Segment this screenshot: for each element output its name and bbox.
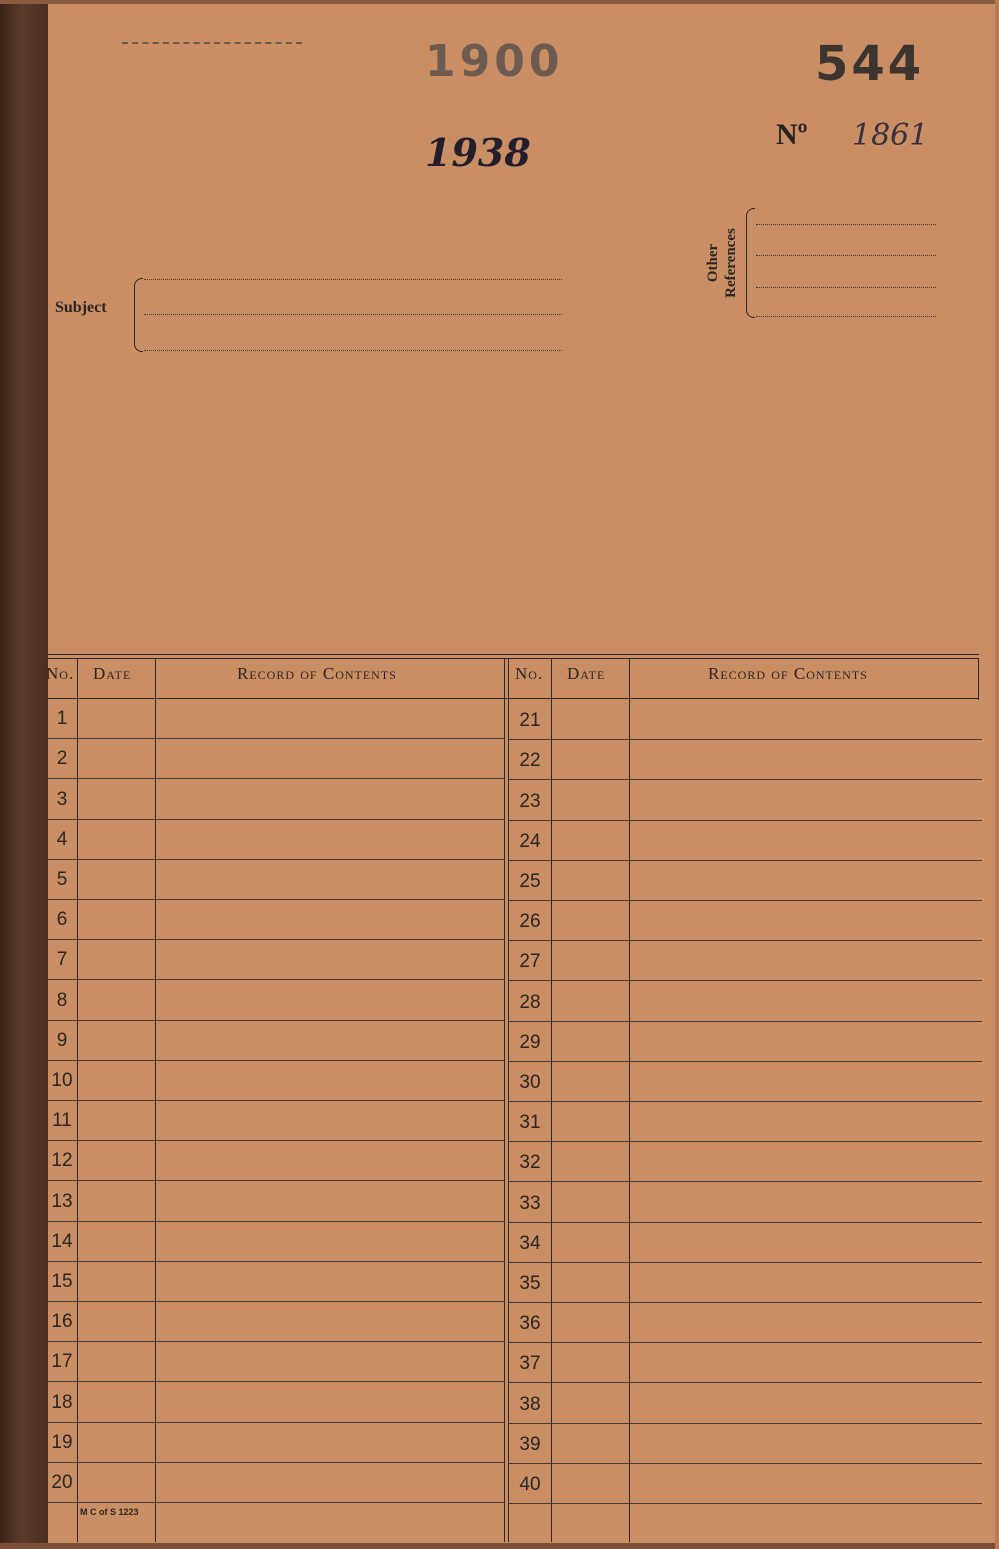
right-row-rule [508, 820, 982, 821]
stamped-file-number: 544 [815, 36, 925, 92]
right-row-number: 22 [519, 750, 541, 772]
left-row-rule [48, 979, 504, 980]
right-row-number: 29 [519, 1031, 541, 1053]
right-row-number: 32 [519, 1152, 541, 1174]
left-row-rule [48, 1341, 504, 1342]
left-row-number: 17 [51, 1351, 73, 1373]
table-right-border [978, 658, 979, 700]
right-record-header: Record of Contents [708, 664, 868, 683]
left-row-number: 5 [56, 869, 68, 890]
left-row-number: 3 [56, 788, 68, 810]
right-row-rule [508, 1061, 982, 1062]
right-row-number: 33 [519, 1192, 541, 1214]
col-divider-center-2 [508, 658, 509, 1542]
right-row-number: 28 [519, 991, 541, 1013]
right-row-rule [508, 779, 982, 780]
right-row-rule [508, 1382, 982, 1383]
left-row-number: 9 [56, 1029, 68, 1051]
left-row-rule [48, 1100, 504, 1101]
left-row-rule [48, 1180, 504, 1181]
left-row-rule [48, 1140, 504, 1141]
right-row-rule [508, 1021, 982, 1022]
right-row-number: 40 [519, 1474, 541, 1495]
left-row-number: 6 [56, 909, 68, 931]
right-row-rule [508, 900, 982, 901]
left-row-number: 11 [52, 1110, 72, 1132]
left-row-rule [48, 1221, 504, 1222]
folder-right-edge [995, 0, 999, 1549]
left-row-number: 13 [51, 1190, 73, 1212]
left-row-number: 4 [56, 828, 68, 850]
right-row-number: 24 [519, 830, 541, 852]
right-row-number: 30 [519, 1072, 541, 1093]
left-row-number: 10 [51, 1070, 73, 1091]
left-row-number: 1 [56, 708, 68, 730]
left-row-rule [48, 859, 504, 860]
right-row-number: 27 [519, 951, 541, 973]
right-row-rule [508, 1342, 982, 1343]
other-ref-line-4[interactable] [756, 316, 936, 317]
top-dash-line [122, 42, 302, 44]
left-row-rule [48, 899, 504, 900]
col-divider-right-date [629, 658, 630, 1542]
other-ref-line-3[interactable] [756, 287, 936, 288]
right-row-rule [508, 940, 982, 941]
right-row-rule [508, 1423, 982, 1424]
right-row-number: 34 [519, 1232, 541, 1254]
folder-bottom-edge [0, 1543, 999, 1549]
right-row-rule [508, 739, 982, 740]
left-row-number: 12 [51, 1150, 73, 1172]
left-row-rule [48, 1261, 504, 1262]
right-row-rule [508, 1141, 982, 1142]
other-references-bracket [746, 208, 755, 318]
handwritten-year: 1938 [425, 130, 531, 175]
subject-line-2[interactable] [144, 314, 562, 315]
col-divider-center-1 [504, 658, 505, 1542]
left-row-number: 19 [51, 1431, 73, 1453]
left-row-rule [48, 1060, 504, 1061]
stamped-year: 1900 [425, 36, 564, 87]
left-row-number: 2 [56, 748, 68, 770]
left-row-number: 15 [51, 1271, 73, 1292]
left-row-rule [48, 1422, 504, 1423]
left-row-number: 8 [56, 989, 68, 1011]
right-row-rule [508, 1302, 982, 1303]
right-row-number: 37 [519, 1353, 541, 1375]
subject-line-1[interactable] [144, 279, 562, 280]
right-row-rule [508, 980, 982, 981]
right-row-rule [508, 860, 982, 861]
subject-line-3[interactable] [144, 350, 562, 351]
right-row-rule [508, 1262, 982, 1263]
left-row-rule [48, 819, 504, 820]
left-row-rule [48, 1502, 504, 1503]
left-no-header: No. [46, 664, 75, 683]
other-references-label: Other References [705, 228, 739, 298]
left-row-number: 7 [56, 949, 68, 971]
left-row-number: 16 [51, 1311, 73, 1333]
right-row-rule [508, 1222, 982, 1223]
form-code: M C of S 1223 [80, 1507, 139, 1517]
left-row-number: 18 [51, 1391, 73, 1413]
left-row-rule [48, 738, 504, 739]
right-row-rule [508, 1101, 982, 1102]
right-date-header: Date [567, 664, 606, 683]
left-row-rule [48, 1020, 504, 1021]
right-row-number: 25 [519, 871, 541, 892]
right-row-number: 36 [519, 1313, 541, 1335]
left-row-rule [48, 778, 504, 779]
table-header-rule [48, 698, 979, 699]
table-top-rule [48, 654, 979, 655]
right-no-header: No. [515, 664, 544, 683]
other-ref-line-2[interactable] [756, 255, 936, 256]
other-ref-line-1[interactable] [756, 224, 936, 225]
left-date-header: Date [93, 664, 132, 683]
right-row-number: 21 [519, 710, 541, 732]
left-record-header: Record of Contents [237, 664, 397, 683]
col-divider-right-no [551, 658, 552, 1542]
right-row-number: 23 [519, 790, 541, 812]
right-row-number: 39 [519, 1433, 541, 1455]
left-row-rule [48, 1381, 504, 1382]
left-row-rule [48, 939, 504, 940]
number-label: Nº [776, 118, 808, 151]
table-top-rule-2 [48, 658, 979, 659]
handwritten-number: 1861 [852, 118, 929, 153]
subject-bracket [134, 278, 143, 352]
subject-label: Subject [55, 299, 107, 316]
folder-top-edge [0, 0, 999, 4]
left-row-number: 20 [51, 1472, 73, 1493]
right-row-number: 38 [519, 1393, 541, 1415]
left-row-number: 14 [51, 1230, 73, 1252]
folder-spine [0, 0, 48, 1549]
right-row-number: 26 [519, 911, 541, 933]
left-row-rule [48, 1301, 504, 1302]
right-row-rule [508, 1503, 982, 1504]
right-row-number: 31 [519, 1112, 541, 1134]
left-row-rule [48, 1462, 504, 1463]
right-row-rule [508, 1181, 982, 1182]
right-row-number: 35 [519, 1273, 541, 1294]
right-row-rule [508, 1463, 982, 1464]
